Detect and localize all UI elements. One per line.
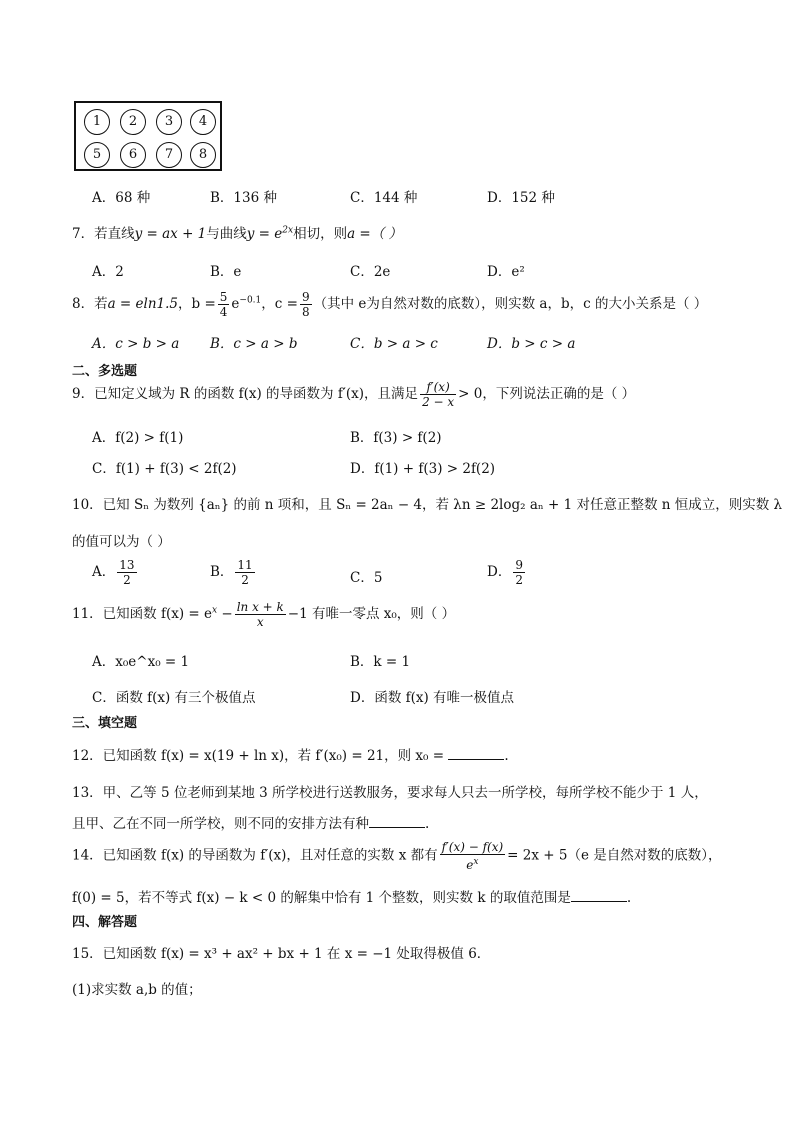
q15-part1: (1)求实数 a,b 的值； (72, 982, 202, 998)
q10-stem-line1: 10．已知 Sₙ 为数列 {aₙ} 的前 n 项和，且 Sₙ = 2aₙ − 4，若 λn ≥ 2log₂ aₙ + 1 对任意正整数 n 恒成立，则实数 λ (72, 497, 783, 513)
section-4-heading: 四、解答题 (72, 915, 138, 930)
circle-2: 2 (120, 109, 146, 135)
q13-stem-line2: 且甲、乙在不同一所学校，则不同的安排方法有种 . (72, 816, 430, 832)
circle-7: 7 (156, 142, 182, 168)
q10-option-d: D． $\frac{9}{2}$ (487, 558, 523, 587)
q12-answer-blank[interactable] (448, 747, 504, 760)
q11-option-a: A．x₀e^x₀ = 1 (92, 654, 190, 670)
q8-option-a: A．c > b > a (92, 336, 180, 352)
q6-option-a: A．68 种 (92, 190, 151, 206)
q10-option-c: C．5 (350, 570, 383, 586)
q7-stem: 7．若直线y = ax + 1与曲线$y = e^{2x}$相切，则a =（ ） (72, 225, 403, 242)
q8-option-d: D．b > c > a (487, 336, 576, 352)
q13-answer-blank[interactable] (369, 815, 425, 828)
q11-option-b: B．k = 1 (350, 654, 411, 670)
q9-option-d: D．f(1) + f(3) > 2f(2) (350, 461, 496, 477)
q10-option-a: A． $\frac{13}{2}$ (92, 558, 135, 587)
q7-option-c: C．2e (350, 264, 391, 280)
q9-option-a: A．f(2) > f(1) (92, 430, 184, 446)
q11-option-c: C．函数 f(x) 有三个极值点 (92, 690, 256, 706)
circle-4: 4 (190, 109, 216, 135)
q11-option-d: D．函数 f(x) 有唯一极值点 (350, 690, 515, 706)
q14-answer-blank[interactable] (571, 889, 627, 902)
q7-option-b: B．e (210, 264, 242, 280)
circle-6: 6 (120, 142, 146, 168)
section-2-heading: 二、多选题 (72, 364, 138, 379)
q14-stem-line1: 14．已知函数 f(x) 的导函数为 f′(x)，且对任意的实数 x 都有 $\frac{f'(x) - f(x)}{e^x}$ = 2x + 5（e 是自然对数的底数）， (72, 840, 722, 872)
section-3-heading: 三、填空题 (72, 716, 138, 731)
q13-stem-line1: 13．甲、乙等 5 位老师到某地 3 所学校进行送教服务，要求每人只去一所学校，每所学校不能少于 1 人， (72, 785, 708, 801)
circle-1: 1 (84, 109, 110, 135)
q8-option-b: B．c > a > b (210, 336, 298, 352)
q14-stem-line2: f(0) = 5，若不等式 f(x) − k < 0 的解集中恰有 1 个整数，则实数 k 的取值范围是 . (72, 890, 632, 906)
q12-stem: 12．已知函数 f(x) = x(19 + ln x)，若 f′(x₀) = 21，则 x₀ = . (72, 748, 509, 764)
q9-option-c: C．f(1) + f(3) < 2f(2) (92, 461, 237, 477)
q10-stem-line2: 的值可以为（ ） (72, 534, 171, 550)
q10-option-b: B． $\frac{11}{2}$ (210, 558, 253, 587)
figure-box (74, 101, 222, 171)
q6-option-b: B．136 种 (210, 190, 277, 206)
q8-stem: 8．若a = eln1.5，b = $\frac{5}{4}$ $e^{-0.1}$，c = $\frac{9}{8}$ （其中 e为自然对数的底数），则实数 a，b，c 的大小关系是（ ） (72, 290, 708, 319)
q11-stem: 11．已知函数 $f(x) = e^x$ − $\frac{\text{ln x + k}}{x}$ −1 有唯一零点 x₀，则（ ） (72, 600, 456, 629)
circle-3: 3 (156, 109, 182, 135)
q7-option-d: D．e² (487, 264, 525, 280)
q8-option-c: C．b > a > c (350, 336, 438, 352)
q15-stem: 15．已知函数 f(x) = x³ + ax² + bx + 1 在 x = −1 处取得极值 6． (72, 946, 491, 962)
circle-8: 8 (190, 142, 216, 168)
circle-5: 5 (84, 142, 110, 168)
q6-option-c: C．144 种 (350, 190, 418, 206)
q9-stem: 9．已知定义域为 R 的函数 f(x) 的导函数为 f′(x)，且满足 $\frac{f'(x)}{2 - x}$ > 0，下列说法正确的是（ ） (72, 380, 636, 409)
q7-option-a: A．2 (92, 264, 124, 280)
q9-option-b: B．f(3) > f(2) (350, 430, 442, 446)
q6-option-d: D．152 种 (487, 190, 555, 206)
